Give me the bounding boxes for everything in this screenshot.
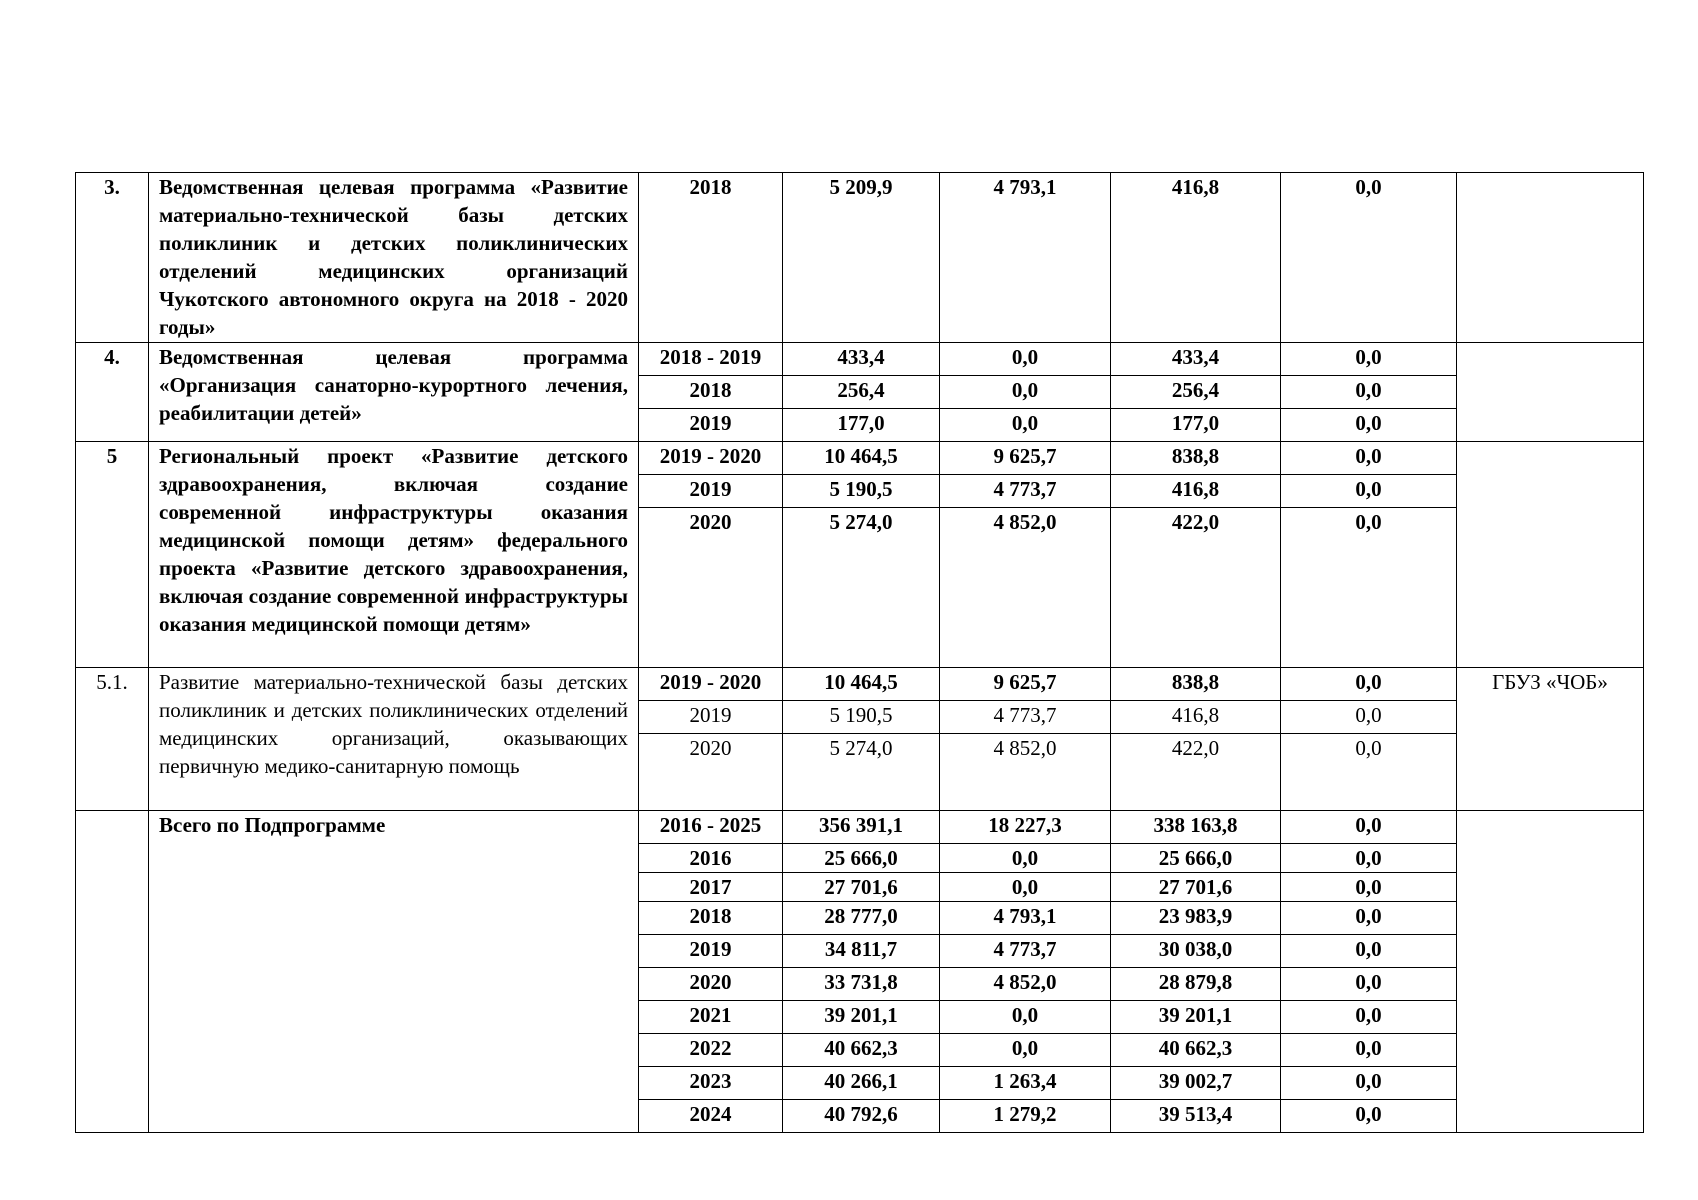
federal-budget-cell: 0,0 bbox=[940, 1034, 1111, 1067]
regional-budget-cell: 338 163,8 bbox=[1111, 811, 1281, 844]
federal-budget-cell: 4 852,0 bbox=[940, 734, 1111, 811]
federal-budget-cell: 0,0 bbox=[940, 1001, 1111, 1034]
federal-budget-cell: 4 852,0 bbox=[940, 508, 1111, 668]
regional-budget-cell: 39 002,7 bbox=[1111, 1067, 1281, 1100]
period-cell: 2016 bbox=[639, 844, 783, 873]
row-number-cell: 5 bbox=[76, 442, 149, 668]
period-cell: 2017 bbox=[639, 873, 783, 902]
budget-table bbox=[75, 172, 1644, 1133]
federal-budget-cell: 4 773,7 bbox=[940, 701, 1111, 734]
regional-budget-cell: 838,8 bbox=[1111, 668, 1281, 701]
period-cell: 2024 bbox=[639, 1100, 783, 1133]
period-cell: 2016 - 2025 bbox=[639, 811, 783, 844]
other-sources-cell: 0,0 bbox=[1281, 343, 1457, 376]
regional-budget-cell: 416,8 bbox=[1111, 701, 1281, 734]
other-sources-cell: 0,0 bbox=[1281, 1100, 1457, 1133]
total-amount-cell: 256,4 bbox=[783, 376, 940, 409]
other-sources-cell: 0,0 bbox=[1281, 734, 1457, 811]
period-cell: 2019 - 2020 bbox=[639, 668, 783, 701]
other-sources-cell: 0,0 bbox=[1281, 811, 1457, 844]
other-sources-cell: 0,0 bbox=[1281, 844, 1457, 873]
total-amount-cell: 10 464,5 bbox=[783, 442, 940, 475]
period-cell: 2020 bbox=[639, 734, 783, 811]
other-sources-cell: 0,0 bbox=[1281, 701, 1457, 734]
total-amount-cell: 5 274,0 bbox=[783, 734, 940, 811]
federal-budget-cell: 0,0 bbox=[940, 844, 1111, 873]
period-cell: 2019 bbox=[639, 935, 783, 968]
federal-budget-cell: 9 625,7 bbox=[940, 668, 1111, 701]
federal-budget-cell: 0,0 bbox=[940, 343, 1111, 376]
federal-budget-cell: 9 625,7 bbox=[940, 442, 1111, 475]
period-cell: 2018 bbox=[639, 902, 783, 935]
total-amount-cell: 5 274,0 bbox=[783, 508, 940, 668]
other-sources-cell: 0,0 bbox=[1281, 902, 1457, 935]
regional-budget-cell: 416,8 bbox=[1111, 475, 1281, 508]
other-sources-cell: 0,0 bbox=[1281, 475, 1457, 508]
federal-budget-cell: 4 793,1 bbox=[940, 173, 1111, 343]
federal-budget-cell: 0,0 bbox=[940, 376, 1111, 409]
table-row bbox=[76, 668, 1644, 701]
federal-budget-cell: 4 852,0 bbox=[940, 968, 1111, 1001]
period-cell: 2021 bbox=[639, 1001, 783, 1034]
total-amount-cell: 5 209,9 bbox=[783, 173, 940, 343]
executor-cell: ГБУЗ «ЧОБ» bbox=[1457, 668, 1644, 811]
period-cell: 2018 bbox=[639, 376, 783, 409]
executor-cell bbox=[1457, 811, 1644, 1133]
total-amount-cell: 40 662,3 bbox=[783, 1034, 940, 1067]
table-row bbox=[76, 811, 1644, 844]
regional-budget-cell: 30 038,0 bbox=[1111, 935, 1281, 968]
other-sources-cell: 0,0 bbox=[1281, 508, 1457, 668]
program-name-cell: Ведомственная целевая программа «Организация санаторно-курортного лечения, реабилитации детей» bbox=[149, 343, 639, 442]
regional-budget-cell: 177,0 bbox=[1111, 409, 1281, 442]
total-amount-cell: 40 792,6 bbox=[783, 1100, 940, 1133]
other-sources-cell: 0,0 bbox=[1281, 1001, 1457, 1034]
period-cell: 2020 bbox=[639, 968, 783, 1001]
total-amount-cell: 28 777,0 bbox=[783, 902, 940, 935]
total-amount-cell: 27 701,6 bbox=[783, 873, 940, 902]
table-row bbox=[76, 442, 1644, 475]
regional-budget-cell: 27 701,6 bbox=[1111, 873, 1281, 902]
period-cell: 2019 - 2020 bbox=[639, 442, 783, 475]
other-sources-cell: 0,0 bbox=[1281, 376, 1457, 409]
other-sources-cell: 0,0 bbox=[1281, 1067, 1457, 1100]
total-amount-cell: 33 731,8 bbox=[783, 968, 940, 1001]
table-row bbox=[76, 343, 1644, 376]
total-amount-cell: 356 391,1 bbox=[783, 811, 940, 844]
total-amount-cell: 34 811,7 bbox=[783, 935, 940, 968]
regional-budget-cell: 256,4 bbox=[1111, 376, 1281, 409]
executor-cell bbox=[1457, 173, 1644, 343]
regional-budget-cell: 416,8 bbox=[1111, 173, 1281, 343]
period-cell: 2020 bbox=[639, 508, 783, 668]
total-amount-cell: 39 201,1 bbox=[783, 1001, 940, 1034]
total-amount-cell: 177,0 bbox=[783, 409, 940, 442]
period-cell: 2019 bbox=[639, 475, 783, 508]
period-cell: 2019 bbox=[639, 409, 783, 442]
regional-budget-cell: 39 513,4 bbox=[1111, 1100, 1281, 1133]
row-number-cell: 4. bbox=[76, 343, 149, 442]
other-sources-cell: 0,0 bbox=[1281, 935, 1457, 968]
program-name-cell: Всего по Подпрограмме bbox=[149, 811, 639, 1133]
total-amount-cell: 5 190,5 bbox=[783, 701, 940, 734]
executor-cell bbox=[1457, 343, 1644, 442]
period-cell: 2018 - 2019 bbox=[639, 343, 783, 376]
other-sources-cell: 0,0 bbox=[1281, 442, 1457, 475]
row-number-cell bbox=[76, 811, 149, 1133]
regional-budget-cell: 40 662,3 bbox=[1111, 1034, 1281, 1067]
regional-budget-cell: 422,0 bbox=[1111, 734, 1281, 811]
other-sources-cell: 0,0 bbox=[1281, 873, 1457, 902]
period-cell: 2023 bbox=[639, 1067, 783, 1100]
federal-budget-cell: 0,0 bbox=[940, 873, 1111, 902]
regional-budget-cell: 25 666,0 bbox=[1111, 844, 1281, 873]
period-cell: 2022 bbox=[639, 1034, 783, 1067]
regional-budget-cell: 23 983,9 bbox=[1111, 902, 1281, 935]
federal-budget-cell: 1 263,4 bbox=[940, 1067, 1111, 1100]
federal-budget-cell: 0,0 bbox=[940, 409, 1111, 442]
federal-budget-cell: 18 227,3 bbox=[940, 811, 1111, 844]
other-sources-cell: 0,0 bbox=[1281, 173, 1457, 343]
other-sources-cell: 0,0 bbox=[1281, 968, 1457, 1001]
federal-budget-cell: 1 279,2 bbox=[940, 1100, 1111, 1133]
other-sources-cell: 0,0 bbox=[1281, 668, 1457, 701]
program-name-cell: Развитие материально-технической базы детских поликлиник и детских поликлинических отделений медицинских организаций, оказывающих первичную медико-санитарную помощь bbox=[149, 668, 639, 811]
table-body bbox=[76, 173, 1644, 1133]
total-amount-cell: 10 464,5 bbox=[783, 668, 940, 701]
executor-cell bbox=[1457, 442, 1644, 668]
row-number-cell: 3. bbox=[76, 173, 149, 343]
total-amount-cell: 5 190,5 bbox=[783, 475, 940, 508]
program-name-cell: Региональный проект «Развитие детского здравоохранения, включая создание современной инфраструктуры оказания медицинской помощи детям» федерального проекта «Развитие детского здравоохранения, включая создание современной инфраструктуры оказания медицинской помощи детям» bbox=[149, 442, 639, 668]
total-amount-cell: 433,4 bbox=[783, 343, 940, 376]
other-sources-cell: 0,0 bbox=[1281, 1034, 1457, 1067]
regional-budget-cell: 422,0 bbox=[1111, 508, 1281, 668]
total-amount-cell: 25 666,0 bbox=[783, 844, 940, 873]
federal-budget-cell: 4 793,1 bbox=[940, 902, 1111, 935]
regional-budget-cell: 39 201,1 bbox=[1111, 1001, 1281, 1034]
regional-budget-cell: 28 879,8 bbox=[1111, 968, 1281, 1001]
program-name-cell: Ведомственная целевая программа «Развитие материально-технической базы детских поликлиник и детских поликлинических отделений медицинских организаций Чукотского автономного округа на 2018 - 2020 годы» bbox=[149, 173, 639, 343]
regional-budget-cell: 838,8 bbox=[1111, 442, 1281, 475]
row-number-cell: 5.1. bbox=[76, 668, 149, 811]
period-cell: 2019 bbox=[639, 701, 783, 734]
table-row bbox=[76, 173, 1644, 343]
other-sources-cell: 0,0 bbox=[1281, 409, 1457, 442]
federal-budget-cell: 4 773,7 bbox=[940, 935, 1111, 968]
regional-budget-cell: 433,4 bbox=[1111, 343, 1281, 376]
federal-budget-cell: 4 773,7 bbox=[940, 475, 1111, 508]
period-cell: 2018 bbox=[639, 173, 783, 343]
total-amount-cell: 40 266,1 bbox=[783, 1067, 940, 1100]
